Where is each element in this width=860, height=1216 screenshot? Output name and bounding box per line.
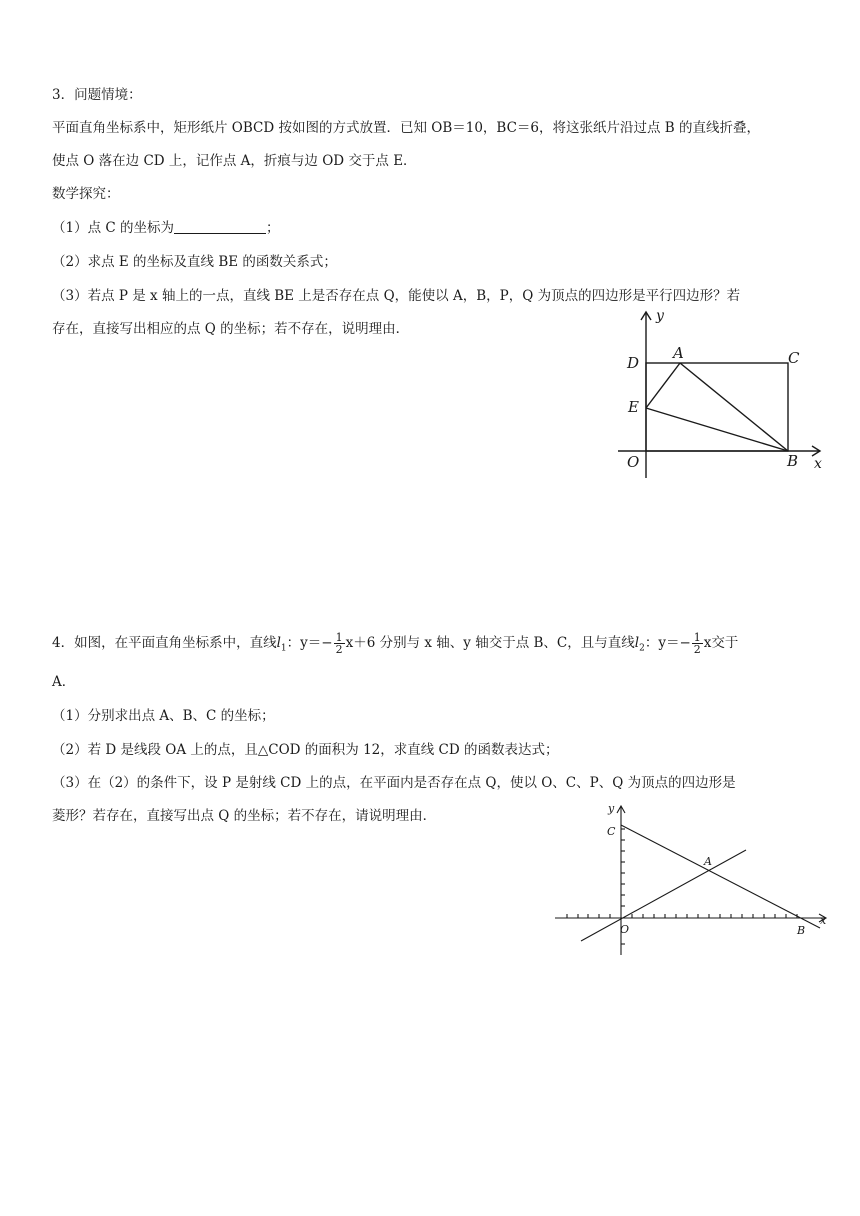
- label-O: O: [627, 453, 640, 471]
- q4-mid-text: 分别与 x 轴、y 轴交于点 B、C，且与直线: [375, 635, 635, 651]
- eq2-prefix: ：y＝−: [644, 635, 691, 651]
- segment-EA: [646, 363, 680, 408]
- l1-subscript: 1: [280, 643, 287, 654]
- l2-subscript: 2: [639, 643, 645, 654]
- x-ticks: [567, 914, 797, 918]
- q3-part3-line1: （3）若点 P 是 x 轴上的一点，直线 BE 上是否存在点 Q，能使以 A，B，P，Q 为顶点的四边形是平行四边形？若: [52, 288, 741, 304]
- frac-denominator: 2: [693, 643, 701, 656]
- fraction-one-half-2: [692, 632, 703, 655]
- label-C: C: [788, 349, 800, 367]
- q4-statement-line2: A．: [52, 674, 76, 690]
- eq1-prefix: ：y＝−: [286, 635, 333, 651]
- line-l1: [621, 825, 820, 928]
- label-A: A: [673, 344, 684, 362]
- line-l1: [276, 635, 287, 654]
- q3-figure: [610, 300, 840, 485]
- label-A: A: [704, 855, 712, 868]
- line-l2: [581, 850, 746, 941]
- label-y: y: [656, 308, 664, 324]
- q3-part3-line2: 存在，直接写出相应的点 Q 的坐标；若不存在，说明理由．: [52, 321, 410, 337]
- label-O: O: [620, 923, 630, 936]
- eq1-suffix: x＋6: [345, 635, 376, 651]
- q4-part2: （2）若 D 是线段 OA 上的点，且△COD 的面积为 12，求直线 CD 的函数表达式；: [52, 742, 559, 758]
- q4-part3-line2: 菱形？若存在，直接写出点 Q 的坐标；若不存在，请说明理由．: [52, 808, 437, 824]
- frac-numerator: 1: [335, 631, 343, 644]
- l2-letter: l: [634, 635, 640, 651]
- q4-part3-line1: （3）在（2）的条件下，设 P 是射线 CD 上的点，在平面内是否存在点 Q，使以 O、C、P、Q 为顶点的四边形是: [52, 775, 736, 791]
- q3-part2: （2）求点 E 的坐标及直线 BE 的函数关系式；: [52, 254, 337, 270]
- segment-EB: [646, 408, 788, 451]
- q4-part1: （1）分别求出点 A、B、C 的坐标；: [52, 708, 275, 724]
- q4-intro-text: 4．如图，在平面直角坐标系中，直线: [52, 635, 277, 651]
- l1-letter: l: [276, 635, 281, 651]
- label-x: x: [814, 456, 822, 472]
- label-D: D: [627, 354, 640, 372]
- q3-heading: 3．问题情境：: [52, 87, 142, 103]
- line-l2: [634, 635, 645, 654]
- label-y: y: [608, 802, 615, 815]
- q3-part1-end: ；: [266, 220, 280, 236]
- q3-part1-text: （1）点 C 的坐标为: [52, 220, 175, 236]
- rectangle-OBCD: [646, 363, 788, 451]
- label-x: x: [820, 914, 827, 927]
- fraction-one-half: [334, 632, 345, 655]
- answer-blank[interactable]: [174, 219, 266, 234]
- eq2-suffix: x: [703, 635, 712, 651]
- frac-denominator: 2: [335, 643, 343, 656]
- q3-part1: [52, 218, 280, 238]
- label-B: B: [797, 924, 806, 937]
- q4-statement-line1: [52, 629, 738, 663]
- q4-end-text: 交于: [711, 635, 739, 651]
- label-C: C: [607, 825, 616, 838]
- segment-AB: [680, 363, 788, 451]
- label-B: B: [787, 452, 799, 470]
- label-E: E: [628, 398, 639, 416]
- q3-explore-label: 数学探究：: [52, 186, 120, 202]
- q3-statement-line1: 平面直角坐标系中，矩形纸片 OBCD 按如图的方式放置．已知 OB＝10，BC＝6，将这张纸片沿过点 B 的直线折叠，: [52, 120, 761, 136]
- q4-figure: [550, 798, 835, 960]
- frac-numerator: 1: [693, 631, 701, 644]
- q3-statement-line2: 使点 O 落在边 CD 上，记作点 A，折痕与边 OD 交于点 E．: [52, 153, 417, 169]
